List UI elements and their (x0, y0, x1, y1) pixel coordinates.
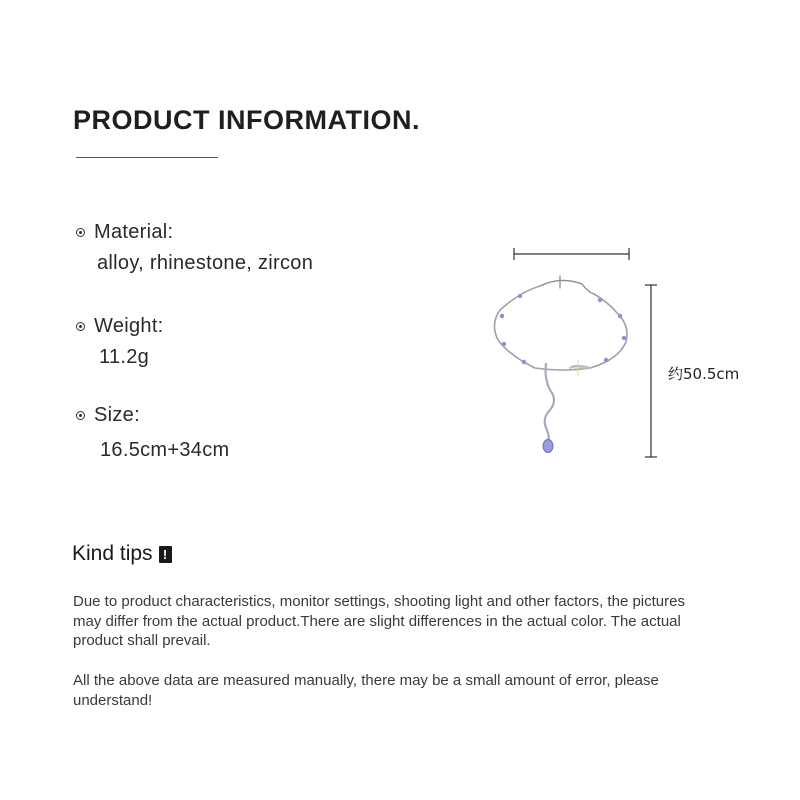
necklace-figure (480, 240, 780, 470)
spec-weight-label: Weight: (94, 315, 164, 337)
width-dimension-line (514, 248, 629, 260)
bullet-icon (76, 228, 85, 237)
page-title: PRODUCT INFORMATION. (73, 105, 420, 135)
bullet-icon (76, 322, 85, 331)
bullet-icon (76, 411, 85, 420)
spec-material-value: alloy, rhinestone, zircon (97, 252, 314, 274)
exclamation-icon: ! (159, 546, 172, 563)
tips-paragraph-measurement: All the above data are measured manually, there may be a small amount of error, please understand! (73, 672, 659, 709)
spec-weight (76, 315, 164, 369)
length-dimension-line (645, 285, 657, 457)
title-divider (76, 157, 218, 158)
necklace-image (494, 276, 627, 453)
spec-weight-value: 11.2g (99, 346, 150, 368)
kind-tips-label: Kind tips (72, 542, 153, 565)
spec-size (76, 404, 229, 462)
spec-size-value: 16.5cm+34cm (100, 439, 230, 461)
spec-size-label: Size: (94, 404, 140, 426)
spec-material-label: Material: (94, 221, 174, 243)
spec-material (76, 221, 313, 275)
kind-tips-heading (72, 542, 172, 566)
length-label: 约50.5cm (668, 365, 740, 383)
tips-paragraph-disclaimer: Due to product characteristics, monitor settings, shooting light and other factors, the pictures may differ from the actual product.There are slight differences in the actual color. The actual product shall prevail. (73, 593, 685, 649)
